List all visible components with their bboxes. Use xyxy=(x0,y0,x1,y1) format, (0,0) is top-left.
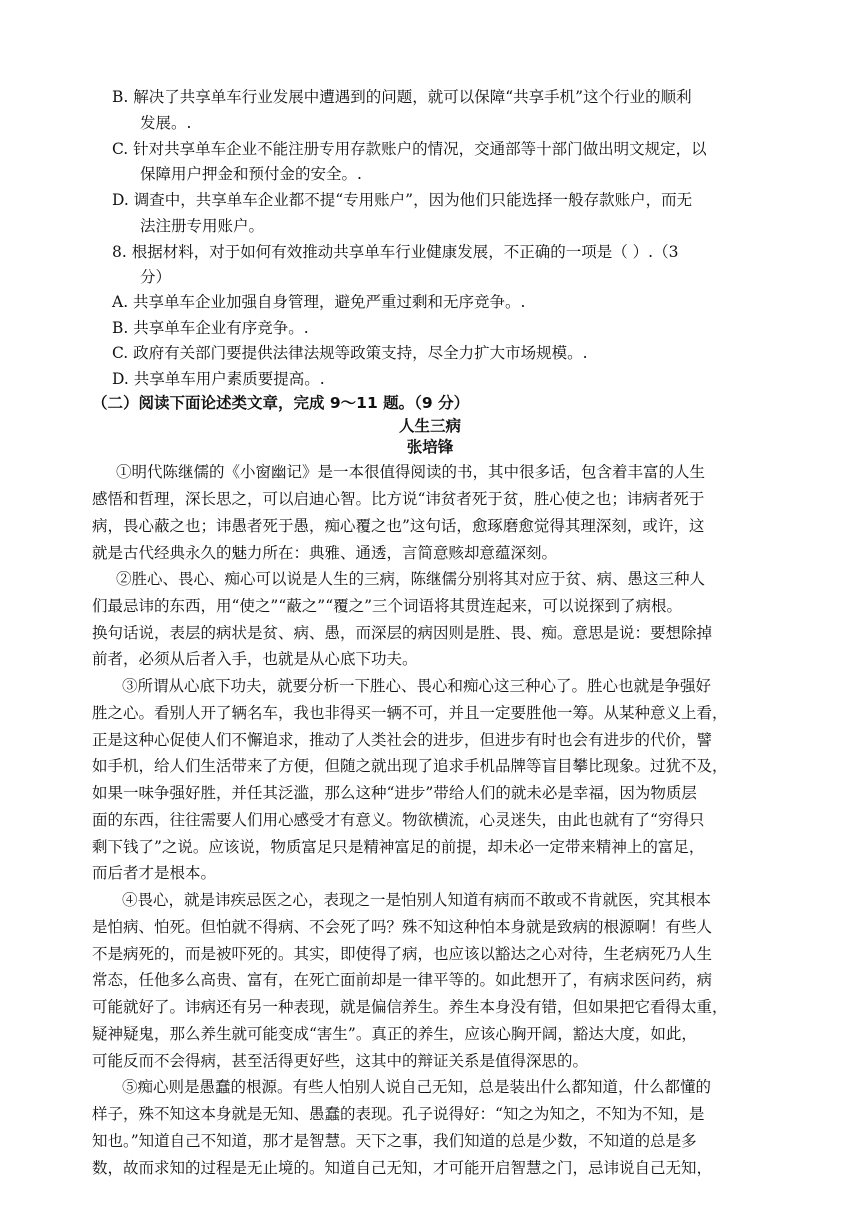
text-line: D. 调查中，共享单车企业都不提“专用账户”，因为他们只能选择一般存款账户，而无 xyxy=(112,191,693,209)
text-line: 不是病死的，而是被吓死的。其实，即使得了病，也应该以豁达之心对待，生老病死乃人生 xyxy=(92,945,713,963)
text-line: 如果一味争强好胜，并任其泛滥，那么这种“进步”带给人们的就未必是幸福，因为物质层 xyxy=(92,784,697,802)
text-line: A. 共享单车企业加强自身管理，避免严重过剩和无序竞争。. xyxy=(112,293,526,311)
text-line: 感悟和哲理，深长思之，可以启迪心智。比方说“讳贫者死于贫，胜心使之也；讳病者死于 xyxy=(92,490,705,508)
text-line: 就是古代经典永久的魅力所在：典雅、通透，言简意赅却意蕴深刻。 xyxy=(92,544,558,562)
text-line: 8. 根据材料，对于如何有效推动共享单车行业健康发展，不正确的一项是（ ）.（3 xyxy=(112,243,679,261)
text-line: 数，故而求知的过程是无止境的。知道自己无知，才可能开启智慧之门，忌讳说自己无知， xyxy=(92,1159,713,1177)
text-line: 换句话说，表层的病状是贫、病、愚，而深层的病因则是胜、畏、痴。意思是说：要想除掉 xyxy=(92,624,713,642)
text-line: ④畏心，就是讳疾忌医之心，表现之一是怕别人知道有病而不敢或不肯就医，究其根本 xyxy=(122,891,712,909)
text-line: C. 政府有关部门要提供法律法规等政策支持，尽全力扩大市场规模。. xyxy=(112,344,588,362)
text-line: 分） xyxy=(140,268,172,286)
text-line: （二）阅读下面论述类文章，完成 9～11 题。（9 分） xyxy=(92,394,470,412)
text-line: 病，畏心蔽之也；讳愚者死于愚，痴心覆之也”这句话，愈琢磨愈觉得其理深刻，或许，这 xyxy=(92,517,705,535)
text-line: 样子，殊不知这本身就是无知、愚蠢的表现。孔子说得好：“知之为知之，不知为不知，是 xyxy=(92,1105,705,1123)
text-line: 面的东西，往往需要人们用心感受才有意义。物欲横流，心灵迷失，由此也就有了“穷得只 xyxy=(92,811,705,829)
text-line: 疑神疑鬼，那么养生就可能变成“害生”。真正的养生，应该心胸开阔，豁达大度，如此， xyxy=(92,1025,697,1043)
text-line: 可能反而不会得病，甚至活得更好些，这其中的辩证关系是值得深思的。 xyxy=(92,1052,589,1070)
text-line: 正是这种心促使人们不懈追求，推动了人类社会的进步，但进步有时也会有进步的代价，譬 xyxy=(92,731,713,749)
text-line: 可能就好了。讳病还有另一种表现，就是偏信养生。养生本身没有错，但如果把它看得太重， xyxy=(92,998,728,1016)
text-line: 保障用户押金和预付金的安全。. xyxy=(140,165,362,183)
text-line: 而后者才是根本。 xyxy=(92,864,217,882)
text-line: ①明代陈继儒的《小窗幽记》是一本很值得阅读的书，其中很多话，包含着丰富的人生 xyxy=(116,463,706,481)
text-line: B. 解决了共享单车行业发展中遭遇到的问题，就可以保障“共享手机”这个行业的顺利 xyxy=(112,88,692,106)
text-line: 如手机，给人们生活带来了方便，但随之就出现了追求手机品牌等盲目攀比现象。过犹不及， xyxy=(92,757,728,775)
text-line: 发展。. xyxy=(140,114,192,132)
text-line: 人生三病 xyxy=(398,417,461,435)
text-line: B. 共享单车企业有序竞争。. xyxy=(112,319,309,337)
text-line: 常态，任他多么高贵、富有，在死亡面前却是一律平等的。如此想开了，有病求医问药，病 xyxy=(92,971,713,989)
text-line: 剩下钱了”之说。应该说，物质富足只是精神富足的前提，却未必一定带来精神上的富足， xyxy=(92,838,705,856)
text-line: C. 针对共享单车企业不能注册专用存款账户的情况，交通部等十部门做出明文规定，以 xyxy=(112,140,707,158)
text-line: 前者，必须从后者入手，也就是从心底下功夫。 xyxy=(92,650,418,668)
text-line: ⑤痴心则是愚蠢的根源。有些人怕别人说自己无知，总是装出什么都知道，什么都懂的 xyxy=(122,1078,712,1096)
text-line: 法注册专用账户。 xyxy=(140,217,265,235)
text-line: D. 共享单车用户素质要提高。. xyxy=(112,370,325,388)
text-line: 是怕病、怕死。但怕就不得病、不会死了吗？殊不知这种怕本身就是致病的根源啊！有些人 xyxy=(92,918,713,936)
text-line: ②胜心、畏心、痴心可以说是人生的三病，陈继儒分别将其对应于贫、病、愚这三种人 xyxy=(116,570,706,588)
text-line: 张培锋 xyxy=(406,438,454,456)
text-line: 胜之心。看别人开了辆名车，我也非得买一辆不可，并且一定要胜他一筹。从某种意义上看， xyxy=(92,704,728,722)
text-line: 知也。”知道自己不知道，那才是智慧。天下之事，我们知道的总是少数，不知道的总是多 xyxy=(92,1132,697,1150)
text-line: 们最忌讳的东西，用“使之”“蔽之”“覆之”三个词语将其贯连起来，可以说探到了病根。 xyxy=(92,597,683,615)
text-line: ③所谓从心底下功夫，就要分析一下胜心、畏心和痴心这三种心了。胜心也就是争强好 xyxy=(122,677,712,695)
